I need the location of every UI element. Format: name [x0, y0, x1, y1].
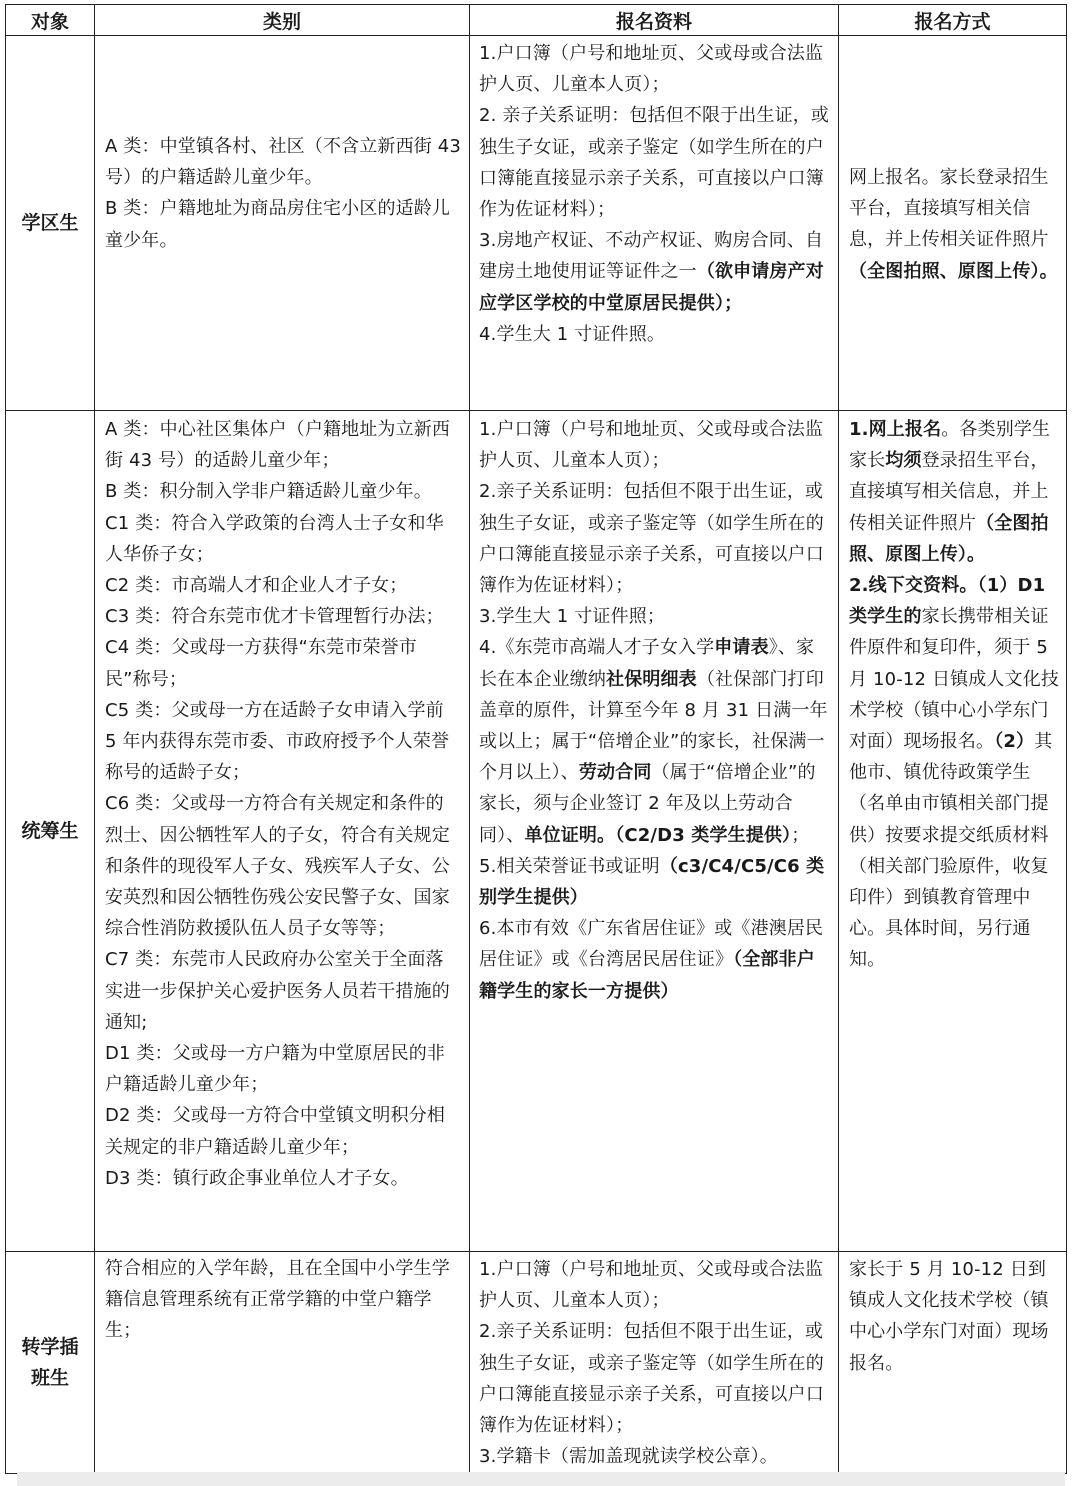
table-row — [6, 411, 1067, 1252]
method-item: 1.网上报名。各类别学生家长均须登录招生平台，直接填写相关信息，并上传相关证件照片（全图拍照、原图上传）。 — [849, 419, 1051, 565]
category-item: D1 类：父或母一方户籍为中堂原居民的非户籍适龄儿童少年； — [105, 1043, 446, 1096]
materials-item: 5.相关荣誉证书或证明（c3/C4/C5/C6 类别学生提供） — [479, 855, 825, 909]
header-object: 对象 — [6, 5, 95, 36]
enrollment-table — [5, 4, 1067, 1474]
category-item: C3 类：符合东莞市优才卡管理暂行办法； — [105, 606, 444, 628]
header-method: 报名方式 — [839, 5, 1067, 36]
row-category-cell — [95, 411, 470, 1252]
row-method-cell — [839, 1252, 1067, 1474]
table-row — [6, 1252, 1067, 1474]
category-item: A 类：中堂镇各村、社区（不含立新西街 43 号）的户籍适龄儿童少年。 — [105, 136, 461, 189]
category-item: C6 类：父或母一方符合有关规定和条件的烈士、因公牺牲军人的子女，符合有关规定和条件的现役军人子女、残疾军人子女、公安英烈和因公牺牲伤残公安民警子女、国家综合性消防救援队伍人员子女等等； — [105, 793, 450, 940]
row-materials-cell — [470, 36, 839, 411]
method-item: 家长于 5 月 10-12 日到镇成人文化技术学校（镇中心小学东门对面）现场报名。 — [849, 1259, 1049, 1374]
row-object-cell: 学区生 — [6, 36, 95, 411]
category-item: C7 类：东莞市人民政府办公室关于全面落实进一步保护关心爱护医务人员若干措施的通知; — [105, 949, 450, 1033]
category-item: C1 类：符合入学政策的台湾人士子女和华人华侨子女； — [105, 512, 444, 565]
row-materials-cell — [470, 1252, 839, 1474]
materials-item: 3.学生大 1 寸证件照； — [479, 606, 666, 628]
materials-item: 1.户口簿（户号和地址页、父或母或合法监护人页、儿童本人页）； — [479, 419, 824, 472]
table-row — [6, 36, 1067, 411]
materials-item: 1.户口簿（户号和地址页、父或母或合法监护人页、儿童本人页）； — [479, 43, 824, 96]
category-item: C2 类：市高端人才和企业人才子女； — [105, 575, 408, 597]
materials-item: 2.亲子关系证明：包括但不限于出生证，或独生子女证，或亲子鉴定等（如学生所在的户口簿能直接显示亲子关系，可直接以户口簿作为佐证材料）； — [479, 481, 824, 597]
row-category-cell — [95, 36, 470, 411]
header-row — [6, 5, 1067, 36]
row-method-cell — [839, 411, 1067, 1252]
materials-item: 2.亲子关系证明：包括但不限于出生证，或独生子女证，或亲子鉴定等（如学生所在的户口簿能直接显示亲子关系，可直接以户口簿作为佐证材料）； — [479, 1321, 824, 1437]
category-item: C5 类：父或母一方在适龄子女申请入学前 5 年内获得东莞市委、市政府授予个人荣誉称号的适龄子女； — [105, 699, 450, 784]
method-item: 2.线下交资料。（1）D1 类学生的家长携带相关证件原件和复印件，须于 5 月 10-12 日镇成人文化技术学校（镇中心小学东门对面）现场报名。（2）其他市、镇优待政策学生（名单由市镇相关部门提供）按要求提交纸质材料（相关部门验原件，收复印件）到镇教育管理中心。具体时间，另行通知。 — [849, 575, 1059, 971]
materials-item: 4.《东莞市高端人才子女入学申请表》、家长在本企业缴纳社保明细表（社保部门打印盖章的原件，计算至今年 8 月 31 日满一年或以上；属于“倍增企业”的家长，社保满一个月以上）、劳动合同（属于“倍增企业”的家长，须与企业签订 2 年及以上劳动合同）、单位证明。（C2/D3 类学生提供）； — [479, 637, 828, 846]
bottom-scroll-area — [17, 1472, 1065, 1486]
materials-item: 4.学生大 1 寸证件照。 — [479, 323, 666, 345]
category-item: 符合相应的入学年龄，且在全国中小学生学籍信息管理系统有正常学籍的中堂户籍学生； — [105, 1258, 450, 1342]
method-text-bold: （全图拍照、原图上传）。 — [849, 260, 1058, 282]
materials-item: 3.学籍卡（需加盖现就读学校公章）。 — [479, 1446, 778, 1468]
row-method-cell — [839, 36, 1067, 411]
header-category: 类别 — [95, 5, 470, 36]
category-item: C4 类：父或母一方获得“东莞市荣誉市民”称号； — [105, 637, 417, 690]
category-item: A 类：中心社区集体户（户籍地址为立新西街 43 号）的适龄儿童少年； — [105, 419, 451, 472]
row-object-cell: 转学插班生 — [6, 1252, 95, 1474]
materials-item: 6.本市有效《广东省居住证》或《港澳居民居住证》或《台湾居民居住证》（全部非户籍学生的家长一方提供） — [479, 918, 824, 1002]
materials-item: 2. 亲子关系证明：包括但不限于出生证，或独生子女证，或亲子鉴定（如学生所在的户口簿能直接显示亲子关系，可直接以户口簿作为佐证材料）； — [479, 105, 830, 221]
category-item: B 类：积分制入学非户籍适龄儿童少年。 — [105, 481, 432, 503]
header-materials: 报名资料 — [470, 5, 839, 36]
row-materials-cell — [470, 411, 839, 1252]
category-item: D3 类：镇行政企事业单位人才子女。 — [105, 1167, 409, 1189]
row-object-cell: 统筹生 — [6, 411, 95, 1252]
category-item: D2 类：父或母一方符合中堂镇文明积分相关规定的非户籍适龄儿童少年； — [105, 1105, 446, 1158]
method-text: 网上报名。家长登录招生平台，直接填写相关信息，并上传相关证件照片 — [849, 167, 1049, 251]
materials-item: 1.户口簿（户号和地址页、父或母或合法监护人页、儿童本人页）； — [479, 1259, 824, 1312]
row-category-cell — [95, 1252, 470, 1474]
materials-item: 3.房地产权证、不动产权证、购房合同、自建房土地使用证等证件之一（欲申请房产对应学区学校的中堂原居民提供）； — [479, 230, 824, 314]
category-item: B 类：户籍地址为商品房住宅小区的适龄儿童少年。 — [105, 198, 451, 251]
